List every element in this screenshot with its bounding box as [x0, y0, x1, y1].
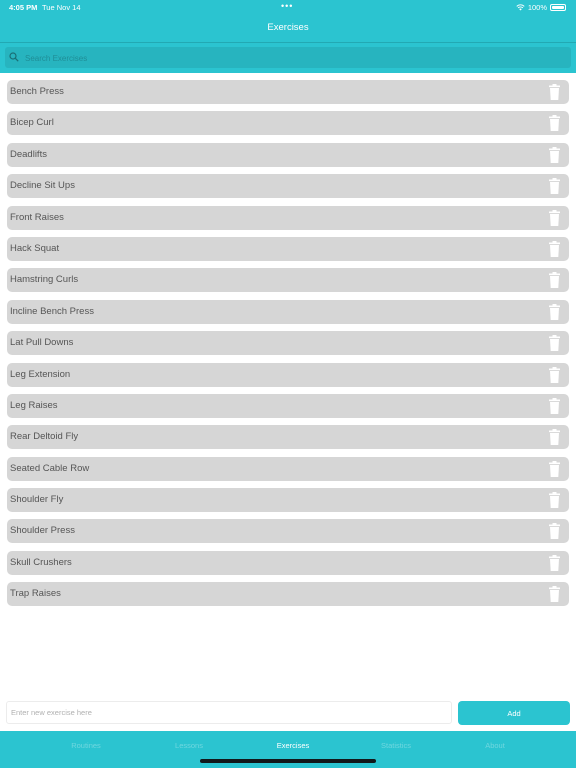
exercise-row[interactable] — [7, 268, 569, 292]
exercise-list — [7, 80, 569, 614]
exercise-row[interactable] — [7, 80, 569, 104]
search-input[interactable] — [23, 48, 567, 69]
exercise-name: Front Raises — [10, 211, 64, 223]
trash-icon[interactable] — [549, 115, 560, 131]
trash-icon[interactable] — [549, 461, 560, 477]
exercise-name: Rear Deltoid Fly — [10, 431, 79, 443]
exercise-name: Hack Squat — [10, 242, 60, 254]
trash-icon[interactable] — [549, 429, 560, 445]
multitasking-dots[interactable]: ••• — [281, 1, 294, 11]
battery-percent: 100% — [527, 3, 547, 12]
exercise-name: Incline Bench Press — [10, 305, 94, 317]
status-date: Tue Nov 14 — [42, 3, 81, 12]
exercise-name: Seated Cable Row — [10, 462, 90, 474]
trash-icon[interactable] — [549, 210, 560, 226]
tab-statistics[interactable]: Statistics — [380, 741, 411, 750]
exercise-row[interactable] — [7, 143, 569, 167]
trash-icon[interactable] — [549, 555, 560, 571]
exercise-row[interactable] — [7, 551, 569, 575]
tab-exercises[interactable]: Exercises — [276, 741, 310, 750]
trash-icon[interactable] — [549, 178, 560, 194]
exercise-row[interactable] — [7, 425, 569, 449]
search-area — [0, 43, 576, 73]
trash-icon[interactable] — [549, 272, 560, 288]
exercise-row[interactable] — [7, 300, 569, 324]
exercise-name: Bench Press — [10, 86, 64, 97]
exercise-row[interactable] — [7, 457, 569, 481]
tab-about[interactable]: About — [485, 741, 505, 750]
search-box[interactable] — [5, 47, 571, 68]
exercise-name: Leg Raises — [10, 399, 58, 411]
page-title: Exercises — [267, 22, 309, 33]
exercise-name: Trap Raises — [10, 588, 61, 600]
tab-lessons[interactable]: Lessons — [175, 741, 203, 750]
exercise-row[interactable] — [7, 331, 569, 355]
exercise-row[interactable] — [7, 582, 569, 606]
exercise-name: Bicep Curl — [10, 117, 54, 129]
exercise-name: Deadlifts — [10, 148, 47, 160]
add-exercise-bar — [0, 700, 576, 730]
new-exercise-input[interactable] — [6, 701, 452, 724]
trash-icon[interactable] — [549, 304, 560, 320]
battery-icon — [550, 4, 566, 11]
trash-icon[interactable] — [549, 523, 560, 539]
trash-icon[interactable] — [549, 492, 560, 508]
trash-icon[interactable] — [549, 586, 560, 602]
exercise-name: Decline Sit Ups — [10, 180, 75, 192]
tab-routines[interactable]: Routines — [71, 741, 101, 750]
search-icon — [9, 52, 19, 62]
exercise-row[interactable] — [7, 519, 569, 543]
exercise-row[interactable] — [7, 111, 569, 135]
exercise-row[interactable] — [7, 363, 569, 387]
status-bar — [0, 0, 576, 14]
exercise-name: Hamstring Curls — [10, 274, 79, 286]
exercise-row[interactable] — [7, 237, 569, 261]
exercise-name: Lat Pull Downs — [10, 337, 74, 349]
exercise-name: Skull Crushers — [10, 556, 72, 568]
status-right — [516, 3, 566, 12]
exercise-row[interactable] — [7, 488, 569, 512]
trash-icon[interactable] — [549, 147, 560, 163]
trash-icon[interactable] — [549, 398, 560, 414]
exercise-row[interactable] — [7, 174, 569, 198]
trash-icon[interactable] — [549, 84, 560, 100]
exercise-row[interactable] — [7, 394, 569, 418]
home-indicator[interactable] — [200, 759, 376, 763]
add-button[interactable]: Add — [458, 701, 570, 725]
navigation-bar — [0, 14, 576, 43]
trash-icon[interactable] — [549, 367, 560, 383]
exercise-name: Shoulder Fly — [10, 494, 64, 506]
trash-icon[interactable] — [549, 335, 560, 351]
exercise-name: Leg Extension — [10, 368, 71, 380]
status-time: 4:05 PM — [9, 3, 38, 12]
trash-icon[interactable] — [549, 241, 560, 257]
wifi-icon — [516, 4, 525, 11]
exercise-row[interactable] — [7, 206, 569, 230]
exercise-name: Shoulder Press — [10, 525, 75, 537]
